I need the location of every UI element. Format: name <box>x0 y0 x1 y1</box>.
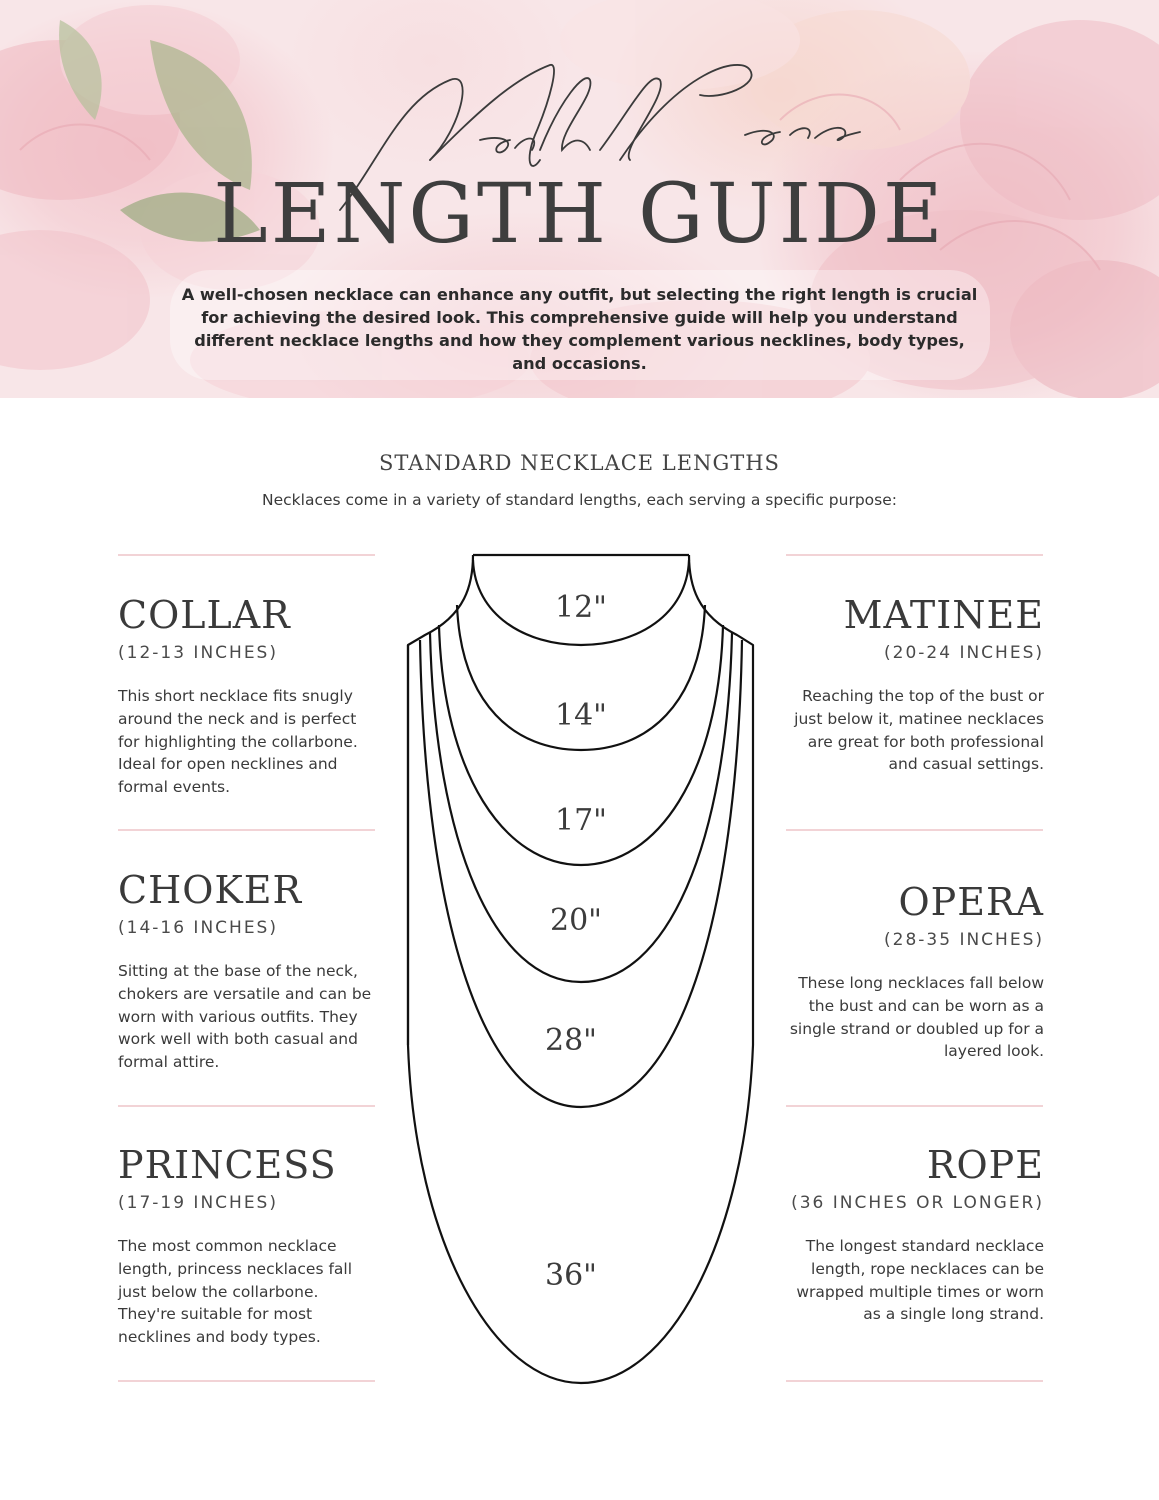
divider <box>786 829 1043 831</box>
length-description: These long necklaces fall below the bust and can be worn as a single strand or doubled up for a layered look. <box>789 974 1044 1061</box>
length-name: MATINEE <box>843 593 1044 637</box>
length-name: CHOKER <box>118 868 303 912</box>
length-range: (28-35 INCHES) <box>884 930 1044 950</box>
length-description: Reaching the top of the bust or just below it, matinee necklaces are great for both professional and casual settings. <box>794 687 1044 774</box>
divider <box>118 1380 375 1382</box>
divider <box>786 554 1043 556</box>
length-label-14: 14" <box>555 698 607 733</box>
length-name: ROPE <box>926 1143 1044 1187</box>
length-range: (14-16 INCHES) <box>118 918 278 938</box>
floral-header <box>0 0 1159 398</box>
divider <box>786 1380 1043 1382</box>
length-range: (17-19 INCHES) <box>118 1193 278 1213</box>
length-card-choker <box>118 868 376 1074</box>
length-description: The longest standard necklace length, rope necklaces can be wrapped multiple times or worn as a single long strand. <box>796 1237 1044 1324</box>
length-card-opera <box>786 880 1044 1063</box>
length-label-36: 36" <box>545 1258 597 1293</box>
length-range: (36 INCHES OR LONGER) <box>791 1193 1044 1213</box>
length-label-12: 12" <box>555 590 607 625</box>
divider <box>118 829 375 831</box>
length-name: COLLAR <box>118 593 291 637</box>
divider <box>118 554 375 556</box>
necklace-length-diagram <box>395 545 765 1395</box>
length-description: This short necklace fits snugly around the neck and is perfect for highlighting the collarbone. Ideal for open necklines and formal events. <box>118 687 358 797</box>
length-card-collar <box>118 593 376 799</box>
length-description: The most common necklace length, princess necklaces fall just below the collarbone. They're suitable for most necklines and body types. <box>118 1237 353 1347</box>
length-card-rope <box>786 1143 1044 1326</box>
section-subtitle: Necklaces come in a variety of standard lengths, each serving a specific purpose: <box>262 491 897 509</box>
section-title: STANDARD NECKLACE LENGTHS <box>379 451 780 475</box>
length-card-matinee <box>786 593 1044 776</box>
length-name: PRINCESS <box>118 1143 337 1187</box>
length-card-princess <box>118 1143 376 1349</box>
length-description: Sitting at the base of the neck, chokers are versatile and can be worn with various outfits. They work well with both casual and formal attire. <box>118 962 372 1072</box>
length-label-28: 28" <box>545 1023 597 1058</box>
length-range: (20-24 INCHES) <box>884 643 1044 663</box>
length-name: OPERA <box>898 880 1044 924</box>
divider <box>786 1105 1043 1107</box>
length-label-17: 17" <box>555 803 607 838</box>
intro-paragraph: A well-chosen necklace can enhance any outfit, but selecting the right length is crucial for achieving the desired look. This comprehensive guide will help you understand different necklace lengths and how they complement various necklines, body types, and occasions. <box>181 285 978 373</box>
length-range: (12-13 INCHES) <box>118 643 278 663</box>
length-label-20: 20" <box>550 903 602 938</box>
page-title: LENGTH GUIDE <box>213 167 946 262</box>
divider <box>118 1105 375 1107</box>
